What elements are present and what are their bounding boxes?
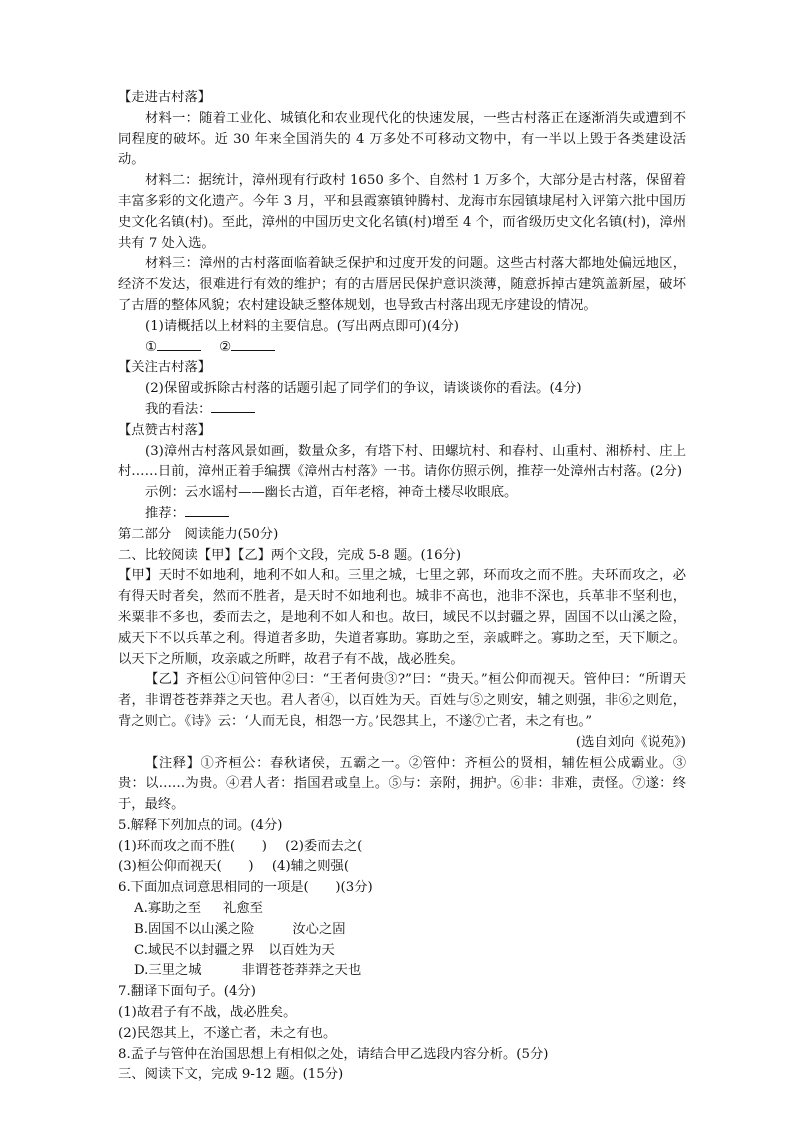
question-1: (1)请概括以上材料的主要信息。(写出两点即可)(4分) (145, 318, 459, 334)
q5-item-1: (1)环而攻之而不胜( ) (118, 838, 267, 854)
question-8: 8.孟子与管仲在治国思想上有相似之处，请结合甲乙选段内容分析。(5分) (118, 1046, 549, 1062)
answer-label-2: ② (219, 339, 232, 355)
recommend-line (118, 504, 686, 525)
answer-blank-2[interactable] (231, 338, 275, 351)
question-3: (3)漳州古村落风景如画，数量众多，有塔下村、田螺坑村、和春村、山重村、湘桥村、庄上村……日前，漳州正着手编撰《漳州古村落》一书。请你仿照示例，推荐一处漳州古村落。(2分) (118, 443, 686, 480)
q6-option-c (118, 941, 686, 962)
material-one: 材料一：随着工业化、城镇化和农业现代化的快速发展，一些古村落正在逐渐消失或遭到不同程度的破坏。近 30 年来全国消失的 4 万多处不可移动文物中，有一半以上毁于各类建设活动。 (118, 110, 686, 168)
recommend-blank[interactable] (185, 504, 229, 517)
q6-d-right: 非谓苍苍莽莽之天也 (241, 963, 362, 979)
passage-source: (选自刘向《说苑》) (575, 734, 686, 750)
answer-label-1: ① (145, 339, 157, 355)
q6-b-right: 汝心之固 (292, 921, 346, 937)
q5-item-4: (4)辅之则强( (271, 859, 350, 875)
q5-item-3: (3)桓公仰而视天( ) (118, 859, 254, 875)
q6-a-left: A.寡助之至 (134, 901, 202, 917)
q6-c-left: C.域民不以封疆之界 (134, 942, 255, 958)
document-page (118, 88, 686, 1086)
question-5-row-1 (118, 837, 686, 858)
q6-c-right: 以百姓为天 (268, 942, 335, 958)
question-5-title: 5.解释下列加点的词。(4分) (118, 817, 283, 833)
question-2: (2)保留或拆除古村落的话题引起了同学们的争议，请谈谈你的看法。(4分) (145, 381, 582, 397)
section-3-title: 三、阅读下文，完成 9-12 题。(15分) (118, 1067, 344, 1083)
material-three: 材料三：漳州的古村落面临着缺乏保护和过度开发的问题。这些古村落大都地处偏远地区，经济不发达，很难进行有效的维护；有的古厝居民保护意识淡薄，随意拆掉古建筑盖新屋，破坏了古厝的整体风貌；农村建设缺乏整体规划，也导致古村落出现无序建设的情况。 (118, 256, 686, 313)
q7-item-2: (2)民怨其上，不遂亡者，未之有也。 (118, 1025, 337, 1041)
q6-option-d (118, 961, 686, 982)
question-6-title: 6.下面加点词意思相同的一项是( )(3分) (118, 880, 373, 896)
answer-lines-1 (118, 338, 686, 359)
part2-title: 第二部分 阅读能力(50分) (118, 526, 279, 542)
q6-option-b (118, 920, 686, 941)
q6-option-a (118, 899, 686, 920)
example-line: 示例：云水谣村——幽长古道，百年老榕，神奇土楼尽收眼底。 (145, 485, 518, 501)
section-heading-focus: 【关注古村落】 (118, 360, 212, 376)
q6-b-left: B.固国不以山溪之险 (134, 921, 255, 937)
question-5-row-2 (118, 857, 686, 878)
q6-a-right: 礼愈至 (223, 901, 263, 917)
material-two: 材料二：据统计，漳州现有行政村 1650 多个、自然村 1 万多个，大部分是古村落，保留着丰富多彩的文化遗产。今年 3 月，平和县霞寨镇钟腾村、龙海市东园镇埭尾村入评第六批中国历史文化名镇(村)。至此，漳州的中国历史文化名镇(村)增至 4 个，而省级历史文化名镇(村)，漳州共有 7 处入选。 (118, 173, 686, 251)
passage-yi: 【乙】齐桓公①问管仲②曰：“王者何贵③?”曰：“贵天。”桓公仰而视天。管仲曰：“所谓天者，非谓苍苍莽莽之天也。君人者④，以百姓为天。百姓与⑤之则安，辅之则强，非⑥之则危，背之则亡。《诗》云：‘人而无良，相怨一方。’民怨其上，不遂⑦亡者，未之有也。” (118, 672, 686, 729)
passage-jia: 【甲】天时不如地利，地利不如人和。三里之城，七里之郭，环而攻之而不胜。夫环而攻之，必有得天时者矣，然而不胜者，是天时不如地利也。城非不高也，池非不深也，兵革非不坚利也，米粟非不多也，委而去之，是地利不如人和也。故曰，域民不以封疆之界，固国不以山溪之险，威天下不以兵革之利。得道者多助，失道者寡助。寡助之至，亲戚畔之。寡助之至，天下顺之。以天下之所顺，攻亲戚之所畔，故君子有不战，战必胜矣。 (118, 568, 686, 667)
q5-item-2: (2)委而去之( (285, 838, 363, 854)
question-7-title: 7.翻译下面句子。(4分) (118, 984, 256, 1000)
view-line (118, 400, 686, 421)
section-2-title: 二、比较阅读【甲】【乙】两个文段，完成 5-8 题。(16分) (118, 547, 462, 563)
view-blank[interactable] (211, 400, 255, 413)
view-label: 我的看法： (145, 401, 212, 417)
recommend-label: 推荐： (145, 505, 185, 521)
answer-blank-1[interactable] (157, 338, 201, 351)
section-heading-walk: 【走进古村落】 (118, 90, 212, 105)
q7-item-1: (1)故君子有不战，战必胜矣。 (118, 1005, 297, 1021)
passage-notes: 【注释】①齐桓公：春秋诸侯，五霸之一。②管仲：齐桓公的贤相，辅佐桓公成霸业。③贵：以……为贵。④君人者：指国君或皇上。⑤与：亲附，拥护。⑥非：非难，责怪。⑦遂：终于，最终。 (118, 755, 686, 813)
q6-d-left: D.三里之城 (134, 963, 202, 979)
section-heading-praise: 【点赞古村落】 (118, 422, 212, 438)
